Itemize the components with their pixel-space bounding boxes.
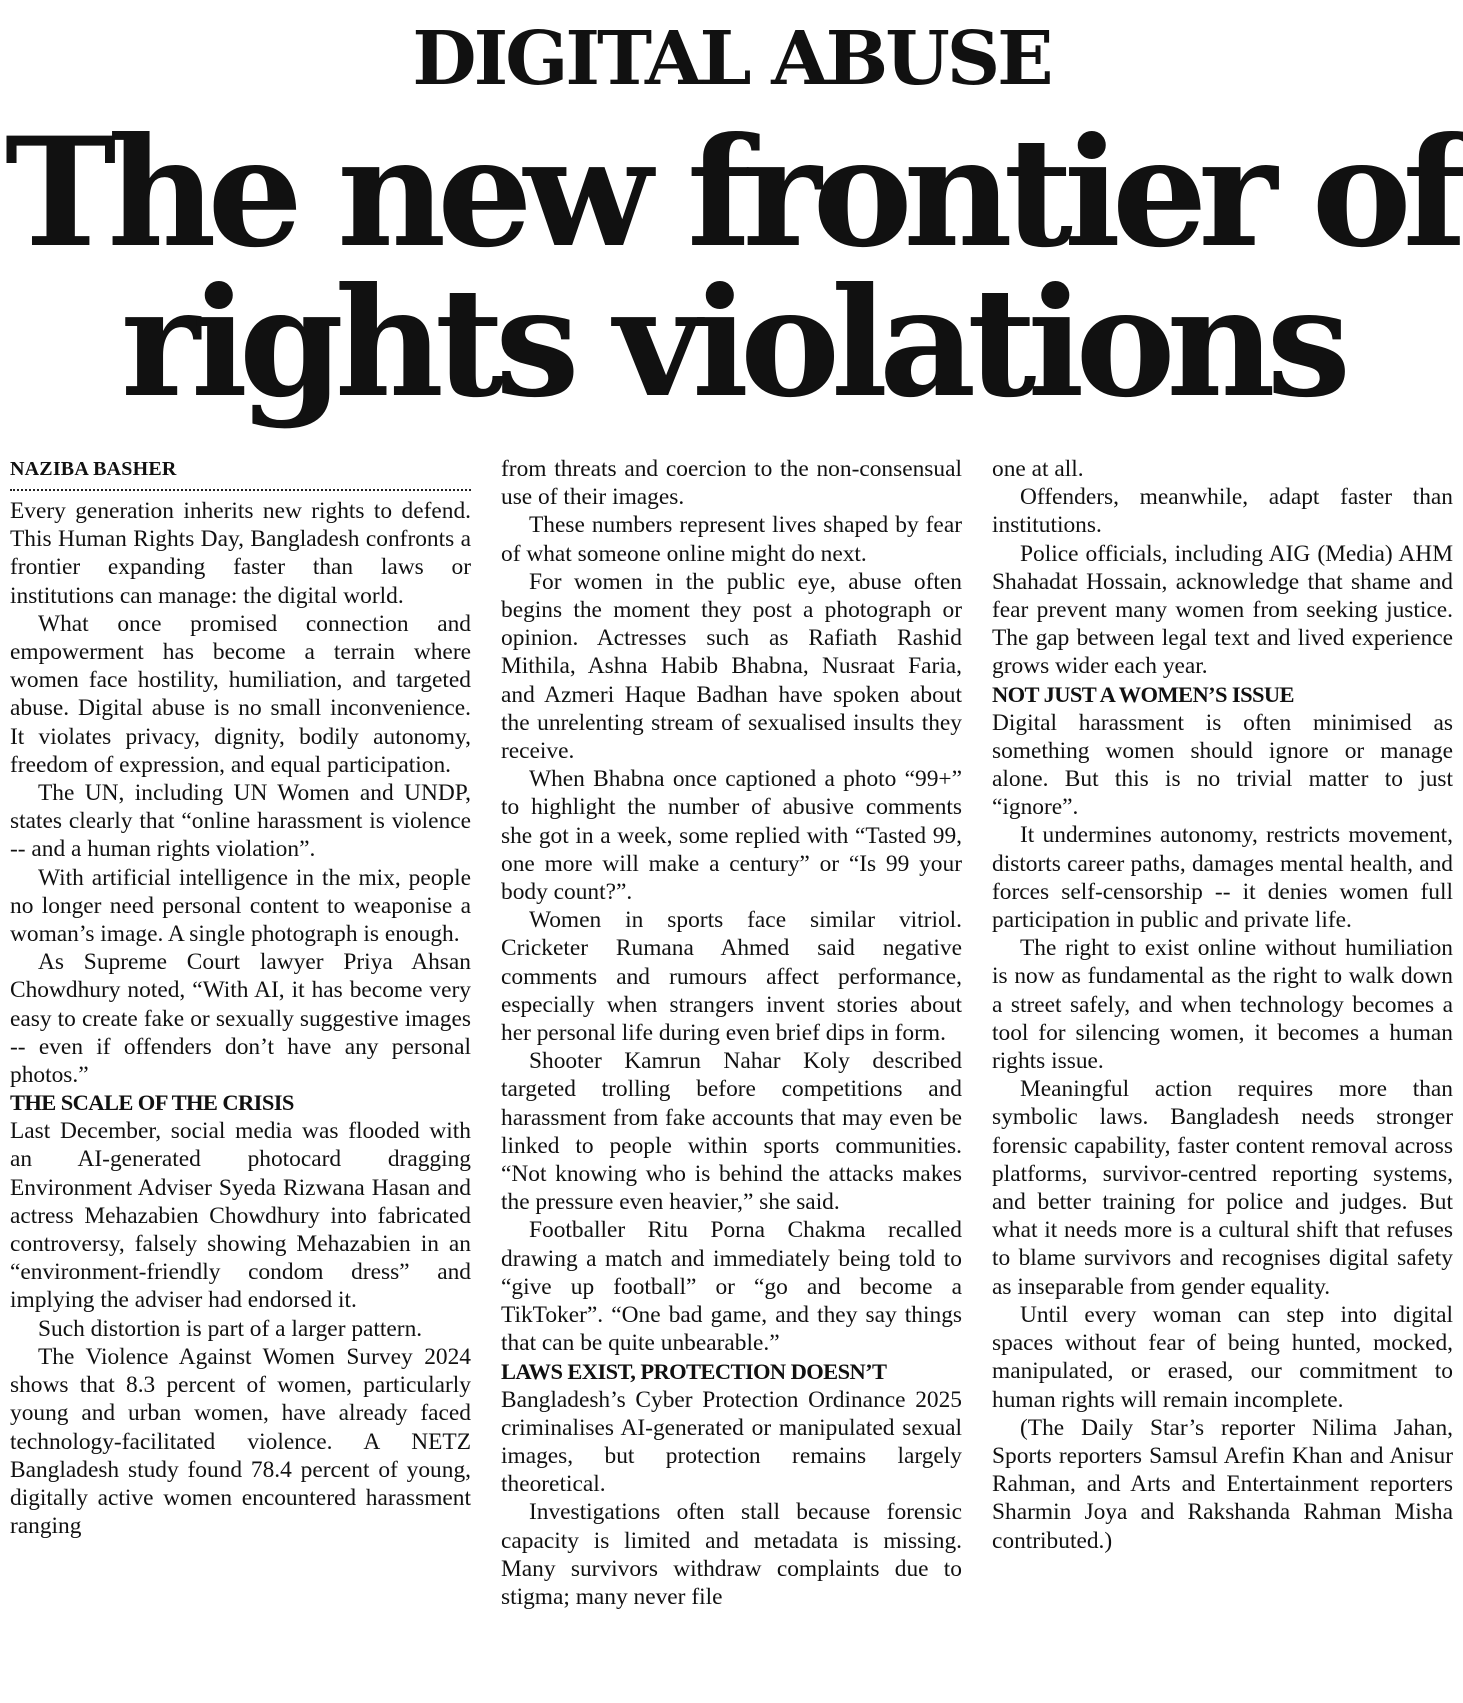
column-3 [992, 455, 1453, 1695]
paragraph: Until every woman can step into digital spaces without fear of being hunted, mocked, manipulated, or erased, our commitment to human rights will remain incomplete. [992, 1301, 1453, 1413]
paragraph: The Violence Against Women Survey 2024 shows that 8.3 percent of women, particularly young and urban women, have already faced technology-facilitated violence. A NETZ Bangladesh study found 78.4 percent of young, digitally active women encountered harassment ranging [10, 1343, 471, 1540]
headline-line-1: The new frontier of [4, 105, 1459, 281]
paragraph: Investigations often stall because forensic capacity is limited and metadata is missing. Many survivors withdraw complaints due to stigma; many never file [501, 1499, 962, 1610]
paragraph: Footballer Ritu Porna Chakma recalled drawing a match and immediately being told to “give up football” or “go and become a TikToker”. “One bad game, and they say things that can be quite unbearable.” [501, 1217, 962, 1357]
byline: NAZIBA BASHER [10, 455, 471, 491]
paragraph: When Bhabna once captioned a photo “99+” to highlight the number of abusive comments she got in a week, some replied with “Tasted 99, one more will make a century” or “Is 99 your body count?”. [501, 766, 962, 906]
subheading: NOT JUST A WOMEN’S ISSUE [992, 681, 1294, 707]
subheading: LAWS EXIST, PROTECTION DOESN’T [501, 1358, 887, 1384]
paragraph: Shooter Kamrun Nahar Koly described targeted trolling before competitions and harassment from fake accounts that may even be linked to people within sports communities. “Not knowing who is behind the attacks makes the pressure even heavier,” she said. [501, 1048, 962, 1216]
paragraph: It undermines autonomy, restricts movement, distorts career paths, damages mental health, and forces self-censorship -- it denies women full participation in public and private life. [992, 822, 1453, 934]
paragraph: Last December, social media was flooded with an AI-generated photocard dragging Environment Adviser Syeda Rizwana Hasan and actress Mehazabien Chowdhury into fabricated controversy, falsely showing Mehazabien in an “environment-friendly condom dress” and implying the adviser had endorsed it. [10, 1118, 471, 1314]
paragraph: Such distortion is part of a larger pattern. [38, 1315, 423, 1342]
paragraph: The UN, including UN Women and UNDP, states clearly that “online harassment is violence -- and a human rights violation”. [10, 780, 471, 863]
paragraph: The right to exist online without humiliation is now as fundamental as the right to walk down a street safely, and when technology becomes a tool for silencing women, it becomes a human rights issue. [992, 935, 1453, 1075]
paragraph: Digital harassment is often minimised as something women should ignore or manage alone. But this is no trivial matter to just “ignore”. [992, 709, 1453, 821]
paragraph: one at all. [992, 456, 1084, 482]
paragraph: from threats and coercion to the non-consensual use of their images. [501, 456, 962, 511]
column-1 [10, 455, 471, 1695]
subheading: THE SCALE OF THE CRISIS [10, 1090, 294, 1116]
paragraph: For women in the public eye, abuse often begins the moment they post a photograph or opinion. Actresses such as Rafiath Rashid Mithila, Ashna Habib Bhabna, Nusraat Faria, and Azmeri Haque Badhan have spoken about the unrelenting stream of sexualised insults they receive. [501, 568, 962, 765]
article-body [10, 455, 1453, 1695]
headline-line-2: rights violations [120, 255, 1343, 431]
paragraph: Meaningful action requires more than symbolic laws. Bangladesh needs stronger forensic capability, faster content removal across platforms, survivor-centred reporting systems, and better training for police and judges. But what it needs more is a cultural shift that refuses to blame survivors and recognises digital safety as inseparable from gender equality. [992, 1076, 1453, 1300]
paragraph: (The Daily Star’s reporter Nilima Jahan, Sports reporters Samsul Arefin Khan and Anisur Rahman, and Arts and Entertainment reporters Sharmin Joya and Rakshanda Rahman Misha contributed.) [992, 1414, 1453, 1554]
paragraph: Women in sports face similar vitriol. Cricketer Rumana Ahmed said negative comments and rumours affect performance, especially when strangers invent stories about her personal life during even brief dips in form. [501, 907, 962, 1047]
paragraph: These numbers represent lives shaped by fear of what someone online might do next. [501, 512, 962, 567]
paragraph: Police officials, including AIG (Media) AHM Shahadat Hossain, acknowledge that shame and fear prevent many women from seeking justice. The gap between legal text and lived experience grows wider each year. [992, 540, 1453, 680]
paragraph: Every generation inherits new rights to defend. This Human Rights Day, Bangladesh confronts a frontier expanding faster than laws or institutions can manage: the digital world. [10, 498, 471, 609]
paragraph: What once promised connection and empowerment has become a terrain where women face hostility, humiliation, and targeted abuse. Digital abuse is no small inconvenience. It violates privacy, dignity, bodily autonomy, freedom of expression, and equal participation. [10, 610, 471, 778]
paragraph: With artificial intelligence in the mix, people no longer need personal content to weaponise a woman’s image. A single photograph is enough. [10, 864, 471, 948]
column-2 [501, 455, 962, 1695]
paragraph: Offenders, meanwhile, adapt faster than institutions. [992, 484, 1453, 539]
article-headline [0, 105, 1463, 431]
paragraph: Bangladesh’s Cyber Protection Ordinance 2025 criminalises AI-generated or manipulated sexual images, but protection remains largely theoretical. [501, 1386, 962, 1498]
section-kicker: DIGITAL ABUSE [412, 16, 1051, 102]
paragraph: As Supreme Court lawyer Priya Ahsan Chowdhury noted, “With AI, it has become very easy to create fake or sexually suggestive images -- even if offenders don’t have any personal photos.” [10, 949, 471, 1089]
